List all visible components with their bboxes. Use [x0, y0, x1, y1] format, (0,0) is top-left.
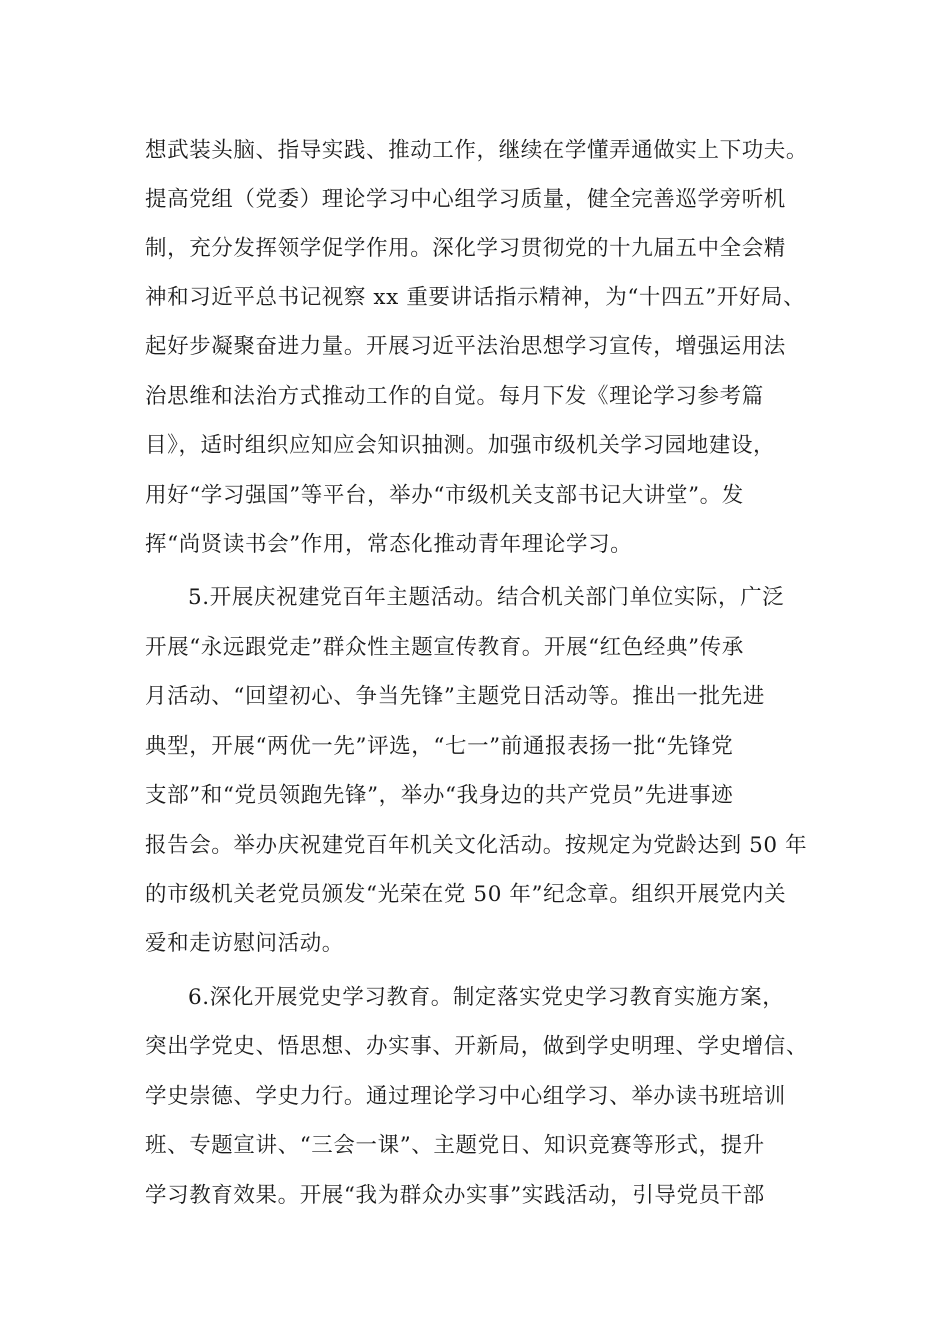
text-line: 治思维和法治方式推动工作的自觉。每月下发《理论学习参考篇	[145, 384, 764, 409]
paragraph-6-heading-line: 6.深化开展党史学习教育。制定落实党史学习教育实施方案，	[188, 985, 785, 1010]
text-line: 月活动、“回望初心、争当先锋”主题党日活动等。推出一批先进	[145, 684, 765, 709]
text-line: 学习教育效果。开展“我为群众办实事”实践活动，引导党员干部	[145, 1183, 765, 1208]
text-line: 神和习近平总书记视察 xx 重要讲话指示精神，为“十四五”开好局、	[145, 285, 806, 310]
text-line: 报告会。举办庆祝建党百年机关文化活动。按规定为党龄达到 50 年	[145, 833, 808, 858]
text-line: 提高党组（党委）理论学习中心组学习质量，健全完善巡学旁听机	[145, 187, 786, 212]
text-line: 学史崇德、学史力行。通过理论学习中心组学习、举办读书班培训	[145, 1084, 786, 1109]
text-line: 支部”和“党员领跑先锋”，举办“我身边的共产党员”先进事迹	[145, 783, 734, 808]
text-line: 爱和走访慰问活动。	[145, 931, 344, 956]
text-line: 起好步凝聚奋进力量。开展习近平法治思想学习宣传，增强运用法	[145, 334, 786, 359]
text-line: 的市级机关老党员颁发“光荣在党 50 年”纪念章。组织开展党内关	[145, 882, 787, 907]
text-line: 想武装头脑、指导实践、推动工作，继续在学懂弄通做实上下功夫。	[145, 138, 809, 163]
text-line: 用好“学习强国”等平台，举办“市级机关支部书记大讲堂”。发	[145, 483, 744, 508]
text-line: 挥“尚贤读书会”作用，常态化推动青年理论学习。	[145, 532, 633, 557]
text-line: 典型，开展“两优一先”评选，“七一”前通报表扬一批“先锋党	[145, 734, 734, 759]
text-line: 制，充分发挥领学促学作用。深化学习贯彻党的十九届五中全会精	[145, 236, 786, 261]
text-line: 开展“永远跟党走”群众性主题宣传教育。开展“红色经典”传承	[145, 635, 744, 660]
text-line: 班、专题宣讲、“三会一课”、主题党日、知识竞赛等形式，提升	[145, 1133, 765, 1158]
paragraph-5-heading-line: 5.开展庆祝建党百年主题活动。结合机关部门单位实际，广泛	[188, 585, 785, 610]
text-line: 突出学党史、悟思想、办实事、开新局，做到学史明理、学史增信、	[145, 1034, 809, 1059]
text-line: 目》，适时组织应知应会知识抽测。加强市级机关学习园地建设，	[145, 433, 776, 458]
